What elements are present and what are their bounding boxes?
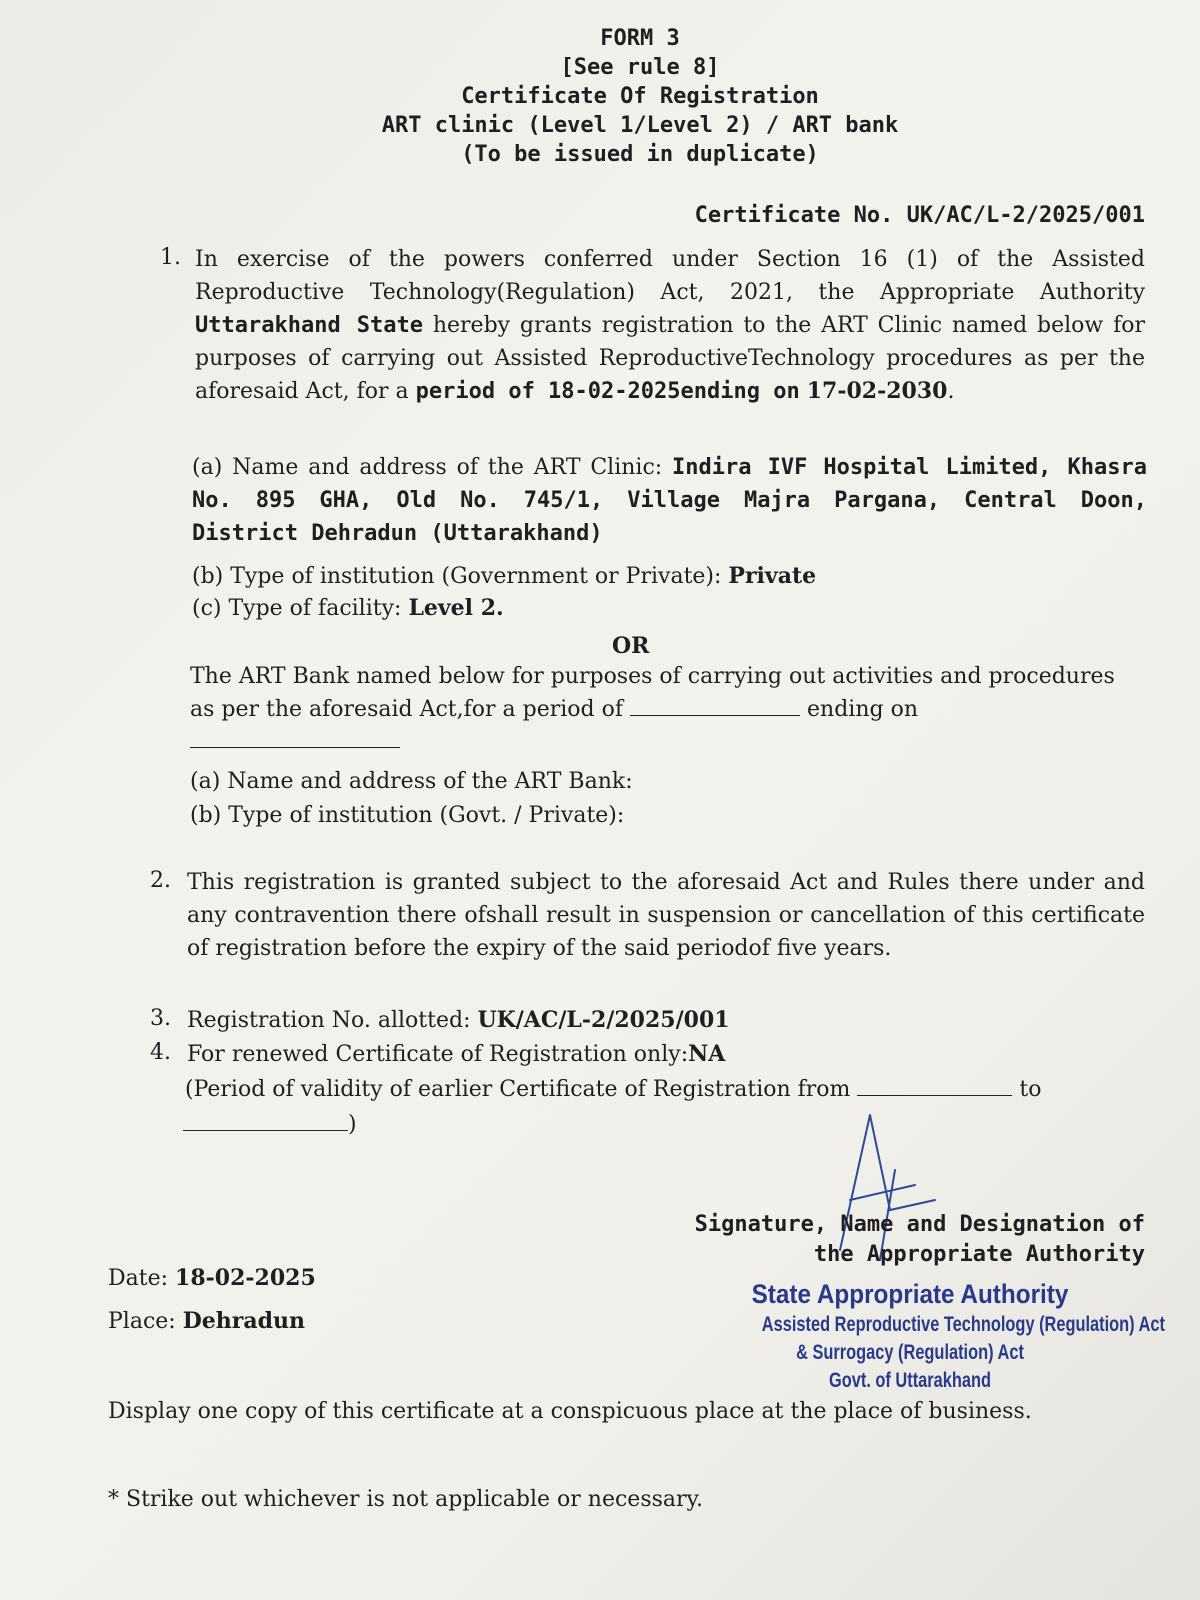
renewal-label: For renewed Certificate of Registration only:	[187, 1042, 689, 1067]
item-2-paragraph: This registration is granted subject to the aforesaid Act and Rules there under and any contravention there ofshall result in suspension or cancellation of this certificate of registration before the expiry of the said periodof five years.	[187, 870, 1145, 961]
institution-value: Private	[728, 563, 817, 589]
document-title: Certificate Of Registration	[461, 84, 819, 109]
stamp-line-4: Govt. of Uttarakhand	[829, 1369, 991, 1392]
or-separator: OR	[612, 633, 650, 659]
date-value: 18-02-2025	[175, 1265, 316, 1291]
bank-period-blank	[630, 715, 800, 716]
closing-paren: )	[348, 1112, 357, 1137]
institution-label: (b) Type of institution (Government or Private):	[192, 564, 729, 589]
facility-label: (c) Type of facility:	[192, 596, 409, 621]
registration-end-date: 17-02-2030	[806, 378, 948, 404]
duplicate-note: (To be issued in duplicate)	[461, 142, 819, 167]
registration-number-label: Registration No. allotted:	[187, 1008, 478, 1033]
bank-text-b: ending on	[807, 697, 918, 722]
signature-line-1: Signature, Name and Designation of	[694, 1212, 1145, 1237]
registration-number-value: UK/AC/L-2/2025/001	[477, 1007, 730, 1033]
stamp-line-3: & Surrogacy (Regulation) Act	[796, 1341, 1024, 1364]
bank-paragraph	[190, 660, 1145, 726]
display-instruction: Display one copy of this certificate at a conspicuous place at the place of business.	[108, 1399, 1032, 1424]
bank-text-a: The ART Bank named below for purposes of carrying out activities and procedures as per the aforesaid Act,for a period of	[190, 664, 1115, 722]
validity-to-blank	[183, 1130, 348, 1131]
item-3-number: 3.	[150, 1006, 171, 1031]
clinic-name-address	[192, 451, 1147, 550]
validity-from-blank	[857, 1095, 1012, 1096]
facility-value: Level 2.	[408, 595, 504, 621]
registration-number-line	[187, 1004, 730, 1037]
strike-out-note: * Strike out whichever is not applicable or necessary.	[108, 1487, 704, 1512]
item-1-paragraph	[195, 243, 1145, 408]
date-label: Date:	[108, 1266, 176, 1291]
rule-reference: [See rule 8]	[560, 55, 720, 80]
signature-line-2: the Appropriate Authority	[813, 1242, 1145, 1267]
validity-to-line	[183, 1108, 357, 1141]
item-1-number: 1.	[160, 245, 181, 270]
clinic-label: (a) Name and address of the ART Clinic:	[192, 455, 673, 480]
bank-end-date-blank	[190, 747, 400, 748]
earlier-validity-text: (Period of validity of earlier Certificate of Registration from	[185, 1077, 851, 1102]
authority-stamp	[720, 1277, 1165, 1395]
authority-name: Uttarakhand State	[195, 313, 424, 338]
item-2-number: 2.	[150, 868, 171, 893]
item-1-text-a: In exercise of the powers conferred under Section 16 (1) of the Assisted Reproductive Technology(Regulation) Act, 2021, the Appropriate Authority	[195, 247, 1145, 305]
place-value: Dehradun	[182, 1308, 305, 1334]
end-punctuation: .	[947, 379, 955, 404]
institution-type	[192, 560, 816, 593]
date-line	[108, 1265, 316, 1291]
stamp-line-2: Assisted Reproductive Technology (Regulation) Act	[761, 1313, 1165, 1336]
signature-block-title	[625, 1210, 1145, 1270]
place-label: Place:	[108, 1309, 183, 1334]
form-header	[0, 24, 1200, 169]
bank-end-date-line	[190, 725, 400, 758]
stamp-line-1: State Appropriate Authority	[751, 1279, 1069, 1309]
bank-institution-type: (b) Type of institution (Govt. / Private):	[190, 803, 625, 828]
item-4-number: 4.	[150, 1040, 171, 1065]
certificate-number: Certificate No. UK/AC/L-2/2025/001	[694, 203, 1145, 228]
item-1-text-b: hereby grants registration to the ART Clinic named below for purposes of carrying out Assisted ReproductiveTechnology procedures as per the aforesaid Act, for a	[195, 313, 1145, 404]
bank-name-address: (a) Name and address of the ART Bank:	[190, 769, 633, 794]
earlier-validity-line	[185, 1073, 1145, 1106]
clinic-value: Indira IVF Hospital Limited, Khasra No. 895 GHA, Old No. 745/1, Village Majra Pargana, Central Doon, District Dehradun (Uttarakhand)	[192, 455, 1147, 546]
facility-type	[192, 592, 504, 625]
renewal-value: NA	[688, 1041, 726, 1067]
document-subtitle: ART clinic (Level 1/Level 2) / ART bank	[381, 113, 899, 138]
renewal-line	[187, 1038, 725, 1071]
form-number: FORM 3	[600, 26, 680, 51]
registration-period: period of 18-02-2025ending on	[415, 379, 800, 404]
validity-to-label: to	[1019, 1077, 1042, 1102]
place-line	[108, 1308, 305, 1334]
